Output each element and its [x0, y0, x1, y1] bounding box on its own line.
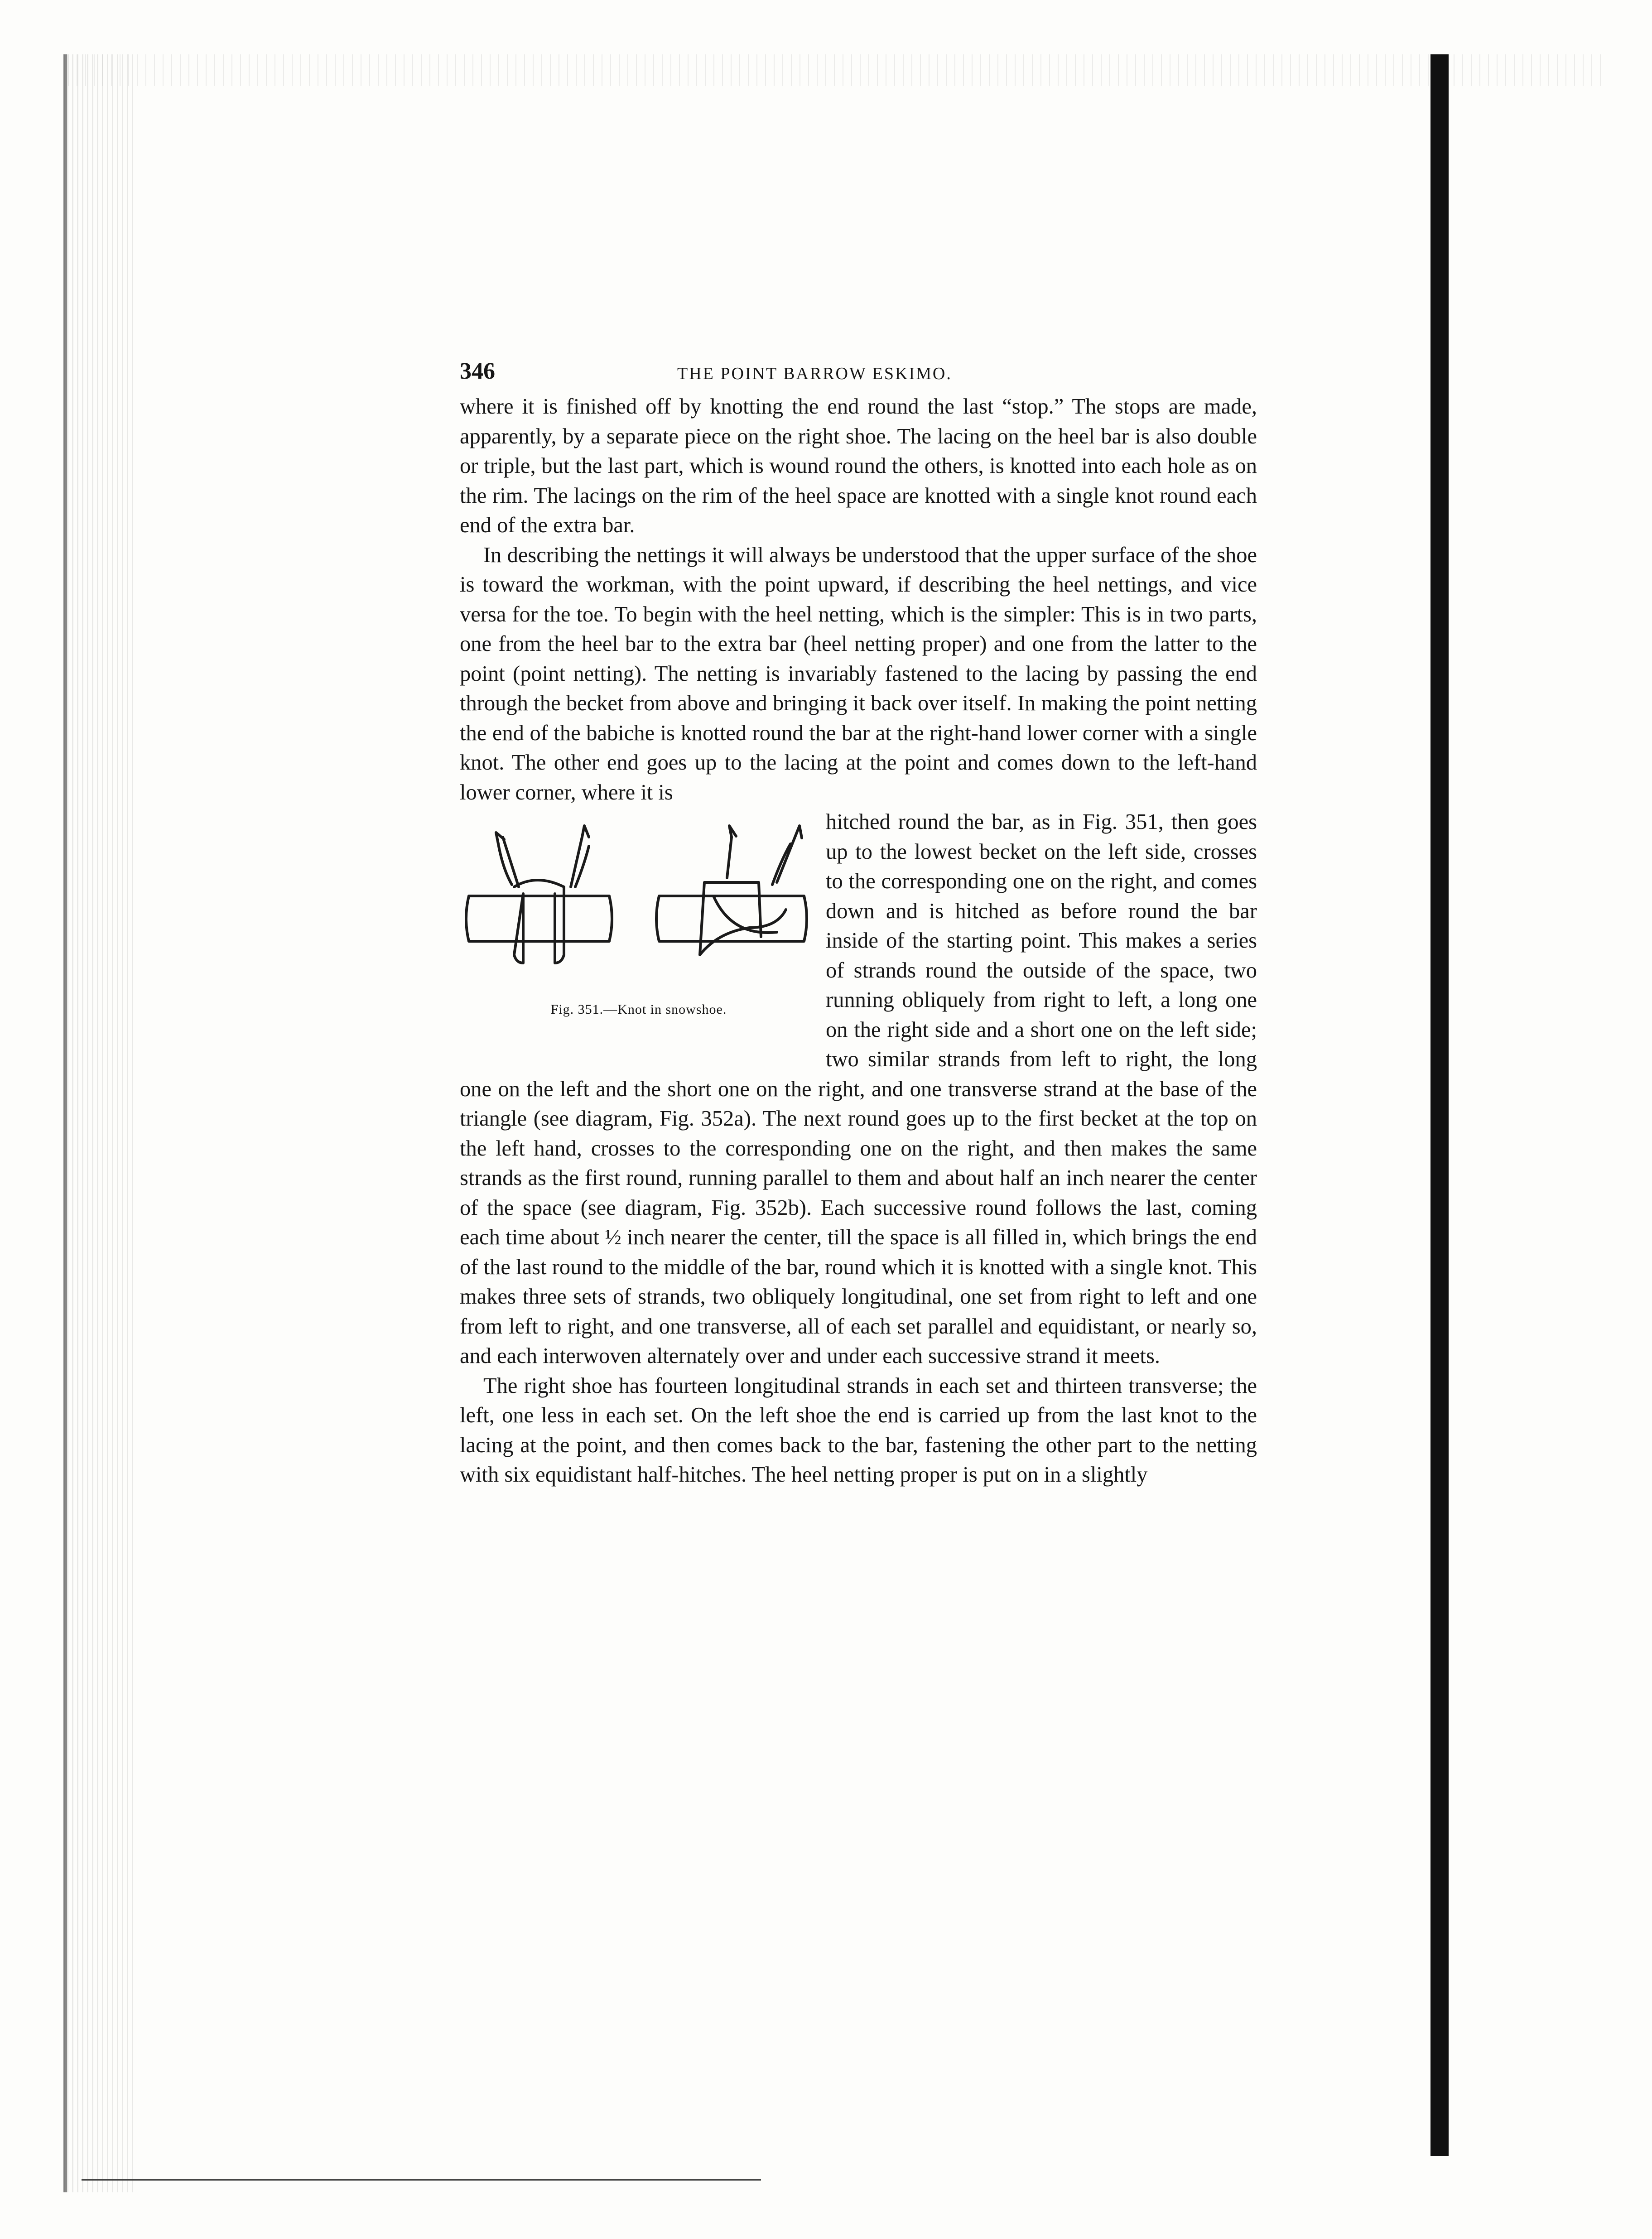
paragraph-2: In describing the nettings it will always be understood that the upper surface of the shoe is toward the workman, with the point upward, if describing the heel nettings, and vice versa for the toe. To begin with the heel netting, which is the simpler: This is in two parts, one from the heel bar to the extra bar (heel netting proper) and one from the latter to the point (point netting). The netting is invariably fastened to the lacing by passing the end through the becket from above and bringing it back over itself. In making the point netting the end of the babiche is knotted round the bar at the right-hand lower corner with a single knot. The other end goes up to the lacing at the point and comes down to the left-hand lower corner, where it is [460, 543, 1257, 804]
running-title: THE POINT BARROW ESKIMO. [677, 364, 952, 383]
book-page [460, 356, 1257, 1968]
arrows-left [496, 826, 589, 844]
figure-caption: Fig. 351.—Knot in snowshoe. [550, 1002, 727, 1017]
figure-wrap-block [460, 807, 1257, 1371]
paragraph-3: hitched round the bar, as in Fig. 351, then goes up to the lowest becket on the left side, crosses to the corresponding one on the right, and comes down and is hitched as before round the bar inside of the starting point. This makes a series of strands round the outside of the space, two running obliquely from right to left, a long one on the right side and a short one on the left side; two similar strands from left to right, the long one on the left and the short one on the right, and one transverse strand at the base of the triangle (see diagram, Fig. 352a). The next round goes up to the first becket at the top on the left hand, crosses to the corresponding one on the right, and then makes the same strands as the first round, running parallel to them and about half an inch nearer the center of the space (see diagram, Fig. 352b). Each successive round follows the last, coming each time about ½ inch nearer the center, till the space is all filled in, which brings the end of the last round to the middle of the bar, round which it is knotted with a single knot. This makes three sets of strands, two obliquely longitudinal, one set from right to left and one from left to right, and one transverse, all of each set parallel and equidistant, or nearly so, and each interwoven alternately over and under each successive strand it meets. [460, 810, 1257, 1368]
strands-right [727, 837, 795, 885]
bar-right [656, 896, 807, 941]
scan-right-edge [1430, 54, 1449, 2156]
running-head [460, 356, 1257, 392]
arrows-right [729, 826, 802, 838]
figure-351 [460, 807, 818, 1061]
scan-binding-edge [63, 54, 135, 2192]
paragraph-1: where it is finished off by knotting the end round the last “stop.” The stops are made, apparently, by a separate piece on the right shoe. The lacing on the heel bar is also double or triple, but the last part, which is wound round the others, is knotted into each hole as on the rim. The lacings on the rim of the heel space are knotted with a single knot round each end of the extra bar. [460, 395, 1257, 537]
page-number: 346 [460, 358, 495, 384]
knot-illustration [460, 819, 818, 991]
scan-bottom-rule [82, 2179, 761, 2181]
loop-left [514, 880, 564, 963]
bar-left [466, 896, 612, 941]
hitch-right [700, 882, 786, 955]
paragraph-4: The right shoe has fourteen longitudinal strands in each set and thirteen transverse; the left, one less in each set. On the left shoe the end is carried up from the last knot to the lacing at the point, and then comes back to the bar, fastening the other part to the netting with six equidistant half-hitches. The heel netting proper is put on in a slightly [460, 1373, 1257, 1487]
scan-top-noise [68, 54, 1608, 86]
